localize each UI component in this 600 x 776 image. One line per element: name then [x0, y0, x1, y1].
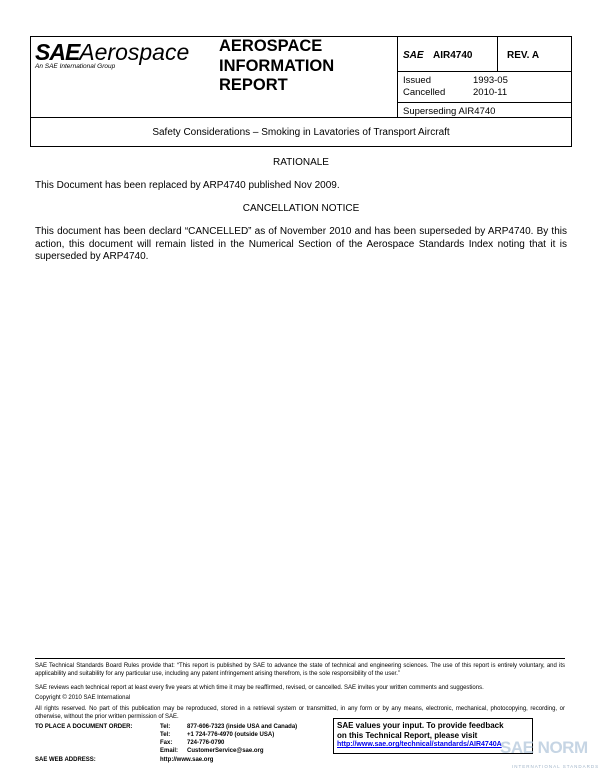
doc-type-line3: REPORT [219, 76, 288, 94]
sae-mark: SAE [403, 50, 424, 61]
rationale-text: This Document has been replaced by ARP4740 published Nov 2009. [35, 180, 340, 191]
board-rules-text: SAE Technical Standards Board Rules provide that: “This report is published by SAE to advance the state of technical and engineering sciences. The use of this report is entirely voluntary, and its applicability and suitability for any particular use, including any patent infringement arising therefrom, is the sole responsibility of the user.” [35, 663, 565, 677]
feedback-link[interactable]: http://www.sae.org/technical/standards/AIR4740A [337, 741, 502, 748]
logo-wordmark [35, 39, 189, 65]
phone-intl: +1 724-776-4970 (outside USA) [187, 732, 275, 738]
issued-label: Issued [403, 75, 431, 86]
doc-type-line1: AEROSPACE [219, 37, 323, 55]
web-address: http://www.sae.org [160, 757, 214, 763]
superseding-note: Superseding AIR4740 [403, 106, 496, 117]
feedback-line1: SAE values your input. To provide feedback [337, 721, 504, 730]
sae-aerospace-logo [31, 37, 211, 117]
fax-number: 724-776-0790 [187, 740, 225, 746]
divider [397, 37, 398, 117]
doc-type-line2: INFORMATION [219, 56, 335, 75]
phone-usa: 877-606-7323 (inside USA and Canada) [187, 724, 298, 730]
copyright-notice: Copyright © 2010 SAE International [35, 695, 131, 701]
web-label: SAE WEB ADDRESS: [35, 757, 96, 763]
issued-date: 1993-05 [473, 75, 508, 86]
revision-label: REV. A [507, 50, 540, 61]
email-address: CustomerService@sae.org [187, 748, 264, 754]
cancellation-text: This document has been declard “CANCELLED” as of November 2010 and has been superseded by ARP4740. By this action, this document will remain listed in the Numerical Section of the Aerospace Standards Index noting that it is superseded by ARP4740. [35, 226, 567, 262]
cancellation-heading: CANCELLATION NOTICE [242, 203, 360, 214]
rationale-heading: RATIONALE [273, 157, 329, 168]
email-label: Email: [160, 748, 179, 754]
rights-notice: All rights reserved. No part of this publication may be reproduced, stored in a retrieval system or transmitted, in any form or by any means, electronic, mechanical, photocopying, recording, or otherwise, without the prior written permission of SAE. [35, 706, 565, 720]
watermark-subtext: INTERNATIONAL STANDARDS [512, 764, 600, 769]
tel-label: Tel: [160, 724, 171, 730]
logo-sae: SAE [35, 39, 80, 65]
divider [397, 102, 572, 103]
tel-label: Tel: [160, 732, 171, 738]
document-title: Safety Considerations – Smoking in Lavatories of Transport Aircraft [30, 117, 572, 147]
cancelled-date: 2010-11 [473, 87, 508, 98]
divider [497, 37, 498, 71]
watermark-text: SAE NORM [500, 738, 588, 757]
cancelled-label: Cancelled [403, 87, 446, 98]
feedback-line2: on this Technical Report, please visit [337, 730, 478, 740]
document-number: AIR4740 [433, 50, 473, 61]
review-note: SAE reviews each technical report at least every five years at which time it may be reaffirmed, revised, or cancelled. SAE invites your written comments and suggestions. [35, 685, 484, 691]
document-type [219, 37, 389, 96]
document-header [30, 36, 572, 118]
footer-divider [35, 658, 565, 659]
logo-aerospace: Aerospace [79, 39, 190, 65]
fax-label: Fax: [160, 740, 173, 746]
logo-tagline: An SAE International Group [35, 63, 116, 70]
divider [397, 71, 572, 72]
order-label: TO PLACE A DOCUMENT ORDER: [35, 724, 133, 730]
